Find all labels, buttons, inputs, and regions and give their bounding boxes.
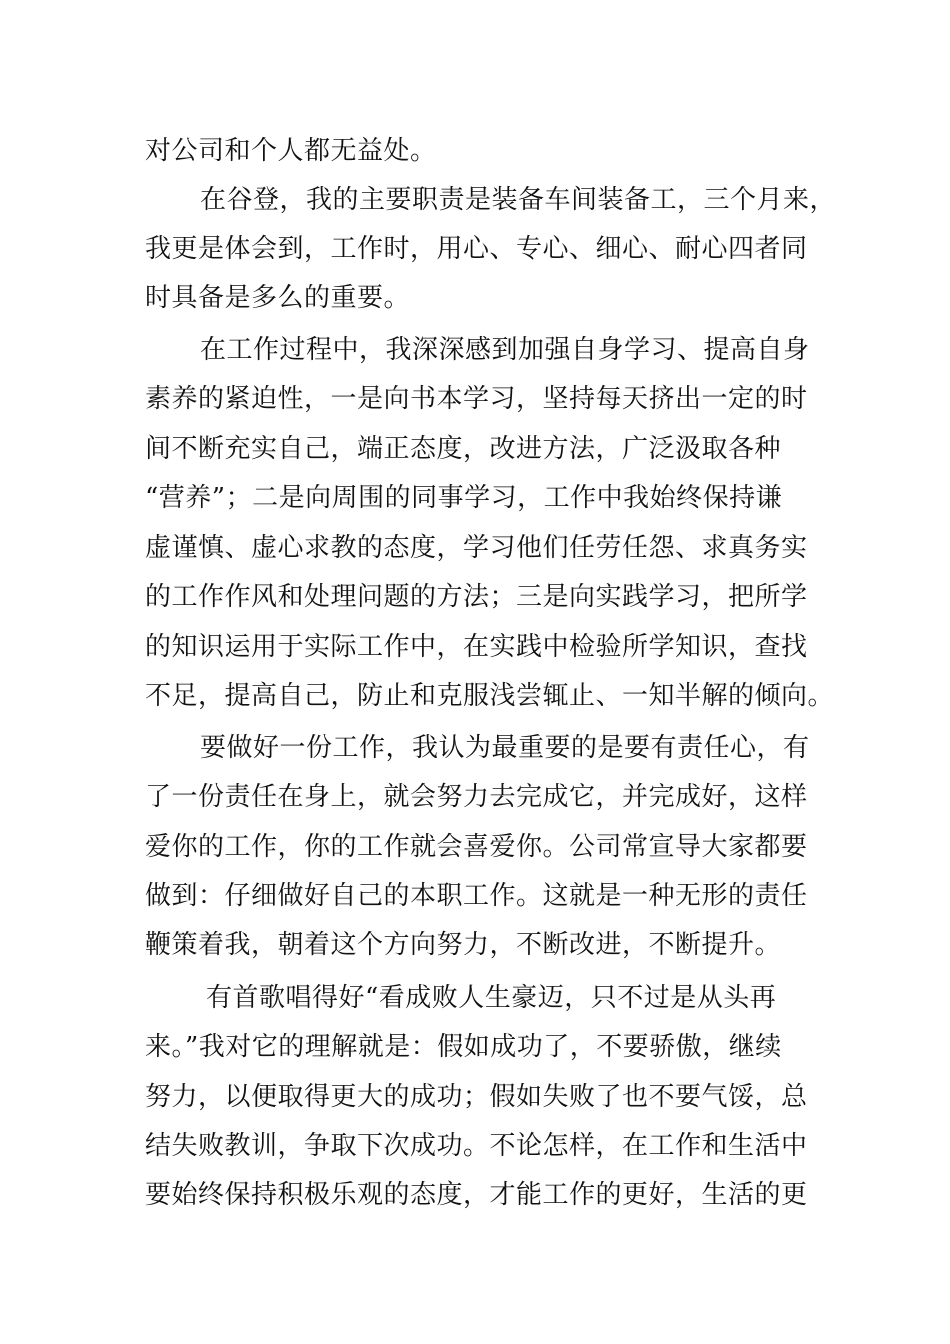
text-line: 结失败教训，争取下次成功。不论怎样，在工作和生活中 — [145, 1131, 808, 1161]
text-line: 来。”我对它的理解就是：假如成功了，不要骄傲，继续 — [145, 1032, 782, 1062]
text-line: 鞭策着我，朝着这个方向努力，不断改进，不断提升。 — [145, 930, 782, 960]
paragraph-start-line: 要做好一份工作，我认为最重要的是要有责任心，有 — [200, 733, 810, 763]
text-line: 的工作作风和处理问题的方法；三是向实践学习，把所学 — [145, 582, 808, 612]
paragraph-start-line: 在工作过程中，我深深感到加强自身学习、提高自身 — [200, 335, 810, 365]
text-line: 我更是体会到，工作时，用心、专心、细心、耐心四者同 — [145, 234, 808, 264]
text-line: 做到：仔细做好自己的本职工作。这就是一种无形的责任 — [145, 881, 808, 911]
text-line: 间不断充实自己，端正态度，改进方法，广泛汲取各种 — [145, 434, 782, 464]
text-line: 时具备是多么的重要。 — [145, 283, 411, 313]
text-line: 的知识运用于实际工作中，在实践中检验所学知识，查找 — [145, 632, 808, 662]
text-line: “营养”；二是向周围的同事学习，工作中我始终保持谦 — [145, 483, 783, 513]
text-line: 努力，以便取得更大的成功；假如失败了也不要气馁，总 — [145, 1082, 808, 1112]
text-line: 素养的紧迫性，一是向书本学习，坚持每天挤出一定的时 — [145, 384, 808, 414]
text-line: 爱你的工作，你的工作就会喜爱你。公司常宣导大家都要 — [145, 832, 808, 862]
text-line: 了一份责任在身上，就会努力去完成它，并完成好，这样 — [145, 782, 808, 812]
text-line: 要始终保持积极乐观的态度，才能工作的更好，生活的更 — [145, 1180, 808, 1210]
paragraph-start-line: 在谷登，我的主要职责是装备车间装备工，三个月来， — [200, 185, 837, 215]
text-line: 虚谨慎、虚心求教的态度，学习他们任劳任怨、求真务实 — [145, 533, 808, 563]
text-line: 不足，提高自己，防止和克服浅尝辄止、一知半解的倾向。 — [145, 681, 835, 711]
text-line: 对公司和个人都无益处。 — [145, 136, 437, 166]
paragraph-start-line: 有首歌唱得好“看成败人生豪迈，只不过是从头再 — [206, 983, 777, 1013]
